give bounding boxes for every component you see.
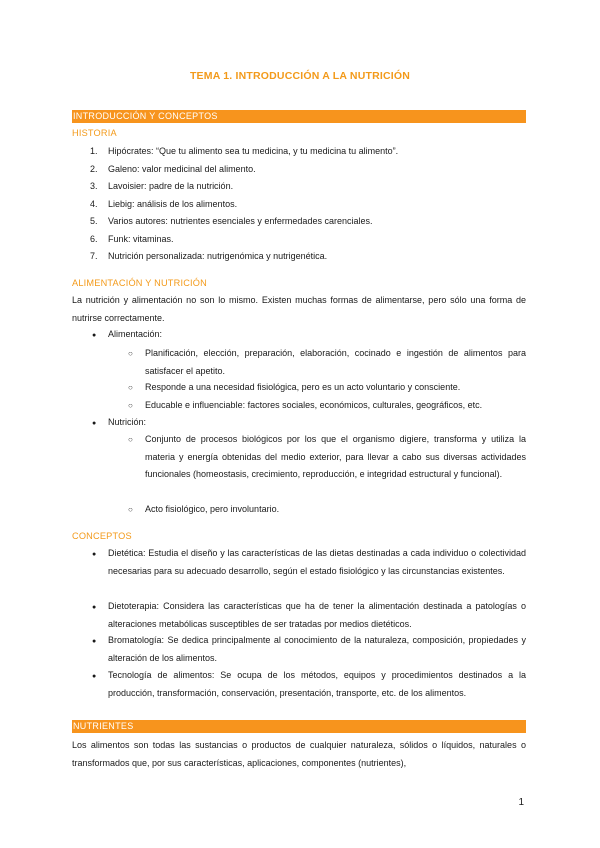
list-item: Acto fisiológico, pero involuntario. (145, 504, 280, 514)
list-number: 4. (90, 198, 98, 209)
hollow-bullet-icon: ○ (128, 435, 133, 444)
bullet-icon: ● (92, 420, 97, 427)
list-number: 3. (90, 181, 98, 191)
section-bar-introduccion: INTRODUCCIÓN Y CONCEPTOS (72, 110, 526, 123)
list-item: Varios autores: nutrientes esenciales y enfermedades carenciales. (108, 216, 373, 226)
section-bar-nutrientes: NUTRIENTES (72, 720, 526, 733)
paragraph-nutrientes: Los alimentos son todas las sustancias o productos de cualquier naturaleza, sólidos o líquidos, naturales o transformados que, por sus características, aplicaciones, componentes (nutrientes), (72, 740, 526, 768)
list-item: Dietoterapia: Considera las características que ha de tener la alimentación destinada a patologías o alteraciones metabólicas susceptibles de ser tratadas por medios dietéticos. (108, 601, 526, 629)
page-number: 1 (518, 797, 524, 808)
list-number: 5. (90, 216, 98, 226)
list-item: Hipócrates: “Que tu alimento sea tu medicina, y tu medicina tu alimento”. (108, 146, 399, 156)
bullet-icon: ● (92, 604, 97, 611)
bullet-icon: ● (92, 332, 97, 339)
list-item: Educable e influenciable: factores sociales, económicos, culturales, geográficos, etc. (145, 400, 483, 410)
list-number: 7. (90, 251, 98, 261)
subheading-conceptos: CONCEPTOS (72, 531, 132, 541)
bullet-icon: ● (92, 673, 97, 680)
bullet-icon: ● (92, 638, 97, 645)
list-item: Galeno: valor medicinal del alimento. (108, 163, 256, 174)
paragraph-alimentacion-intro: La nutrición y alimentación no son lo mismo. Existen muchas formas de alimentarse, pero sólo una forma de nutrirse correctamente. (72, 295, 526, 323)
subheading-historia: HISTORIA (72, 128, 117, 138)
list-label-alimentacion: Alimentación: (108, 329, 163, 339)
list-item: Dietética: Estudia el diseño y las características de las dietas destinadas a cada individuo o colectividad necesarias para su adecuado desarrollo, según el estado fisiológico y las circunstancias existentes. (108, 548, 526, 576)
subheading-alimentacion: ALIMENTACIÓN Y NUTRICIÓN (72, 278, 207, 288)
list-number: 2. (90, 163, 98, 174)
list-number: 6. (90, 233, 98, 244)
list-item: Funk: vitaminas. (108, 233, 174, 244)
bullet-icon: ● (92, 551, 97, 558)
hollow-bullet-icon: ○ (128, 401, 133, 410)
list-label-nutricion: Nutrición: (108, 417, 147, 427)
list-item: Tecnología de alimentos: Se ocupa de los métodos, equipos y procedimientos destinados a la producción, transformación, conservación, presentación, transporte, etc. de los alimentos. (108, 670, 526, 698)
list-item: Liebig: análisis de los alimentos. (108, 198, 238, 209)
hollow-bullet-icon: ○ (128, 349, 133, 358)
list-item: Lavoisier: padre de la nutrición. (108, 181, 234, 191)
list-item: Conjunto de procesos biológicos por los que el organismo digiere, transforma y utiliza la materia y energía obtenidas del medio exterior, para llevar a cabo sus diversas actividades funcionales (homeostasis, crecimiento, reproducción, e integridad estructural y funcional). (145, 434, 526, 479)
hollow-bullet-icon: ○ (128, 505, 133, 514)
list-item: Bromatología: Se dedica principalmente al conocimiento de la naturaleza, composición, propiedades y alteración de los alimentos. (108, 635, 526, 663)
list-item: Planificación, elección, preparación, elaboración, cocinado e ingestión de alimentos para satisfacer el apetito. (145, 348, 526, 376)
list-number: 1. (90, 146, 98, 156)
list-item: Responde a una necesidad fisiológica, pero es un acto voluntario y consciente. (145, 382, 461, 392)
document-title: TEMA 1. INTRODUCCIÓN A LA NUTRICIÓN (189, 70, 411, 82)
hollow-bullet-icon: ○ (128, 383, 133, 392)
list-item: Nutrición personalizada: nutrigenómica y nutrigenética. (108, 251, 328, 261)
